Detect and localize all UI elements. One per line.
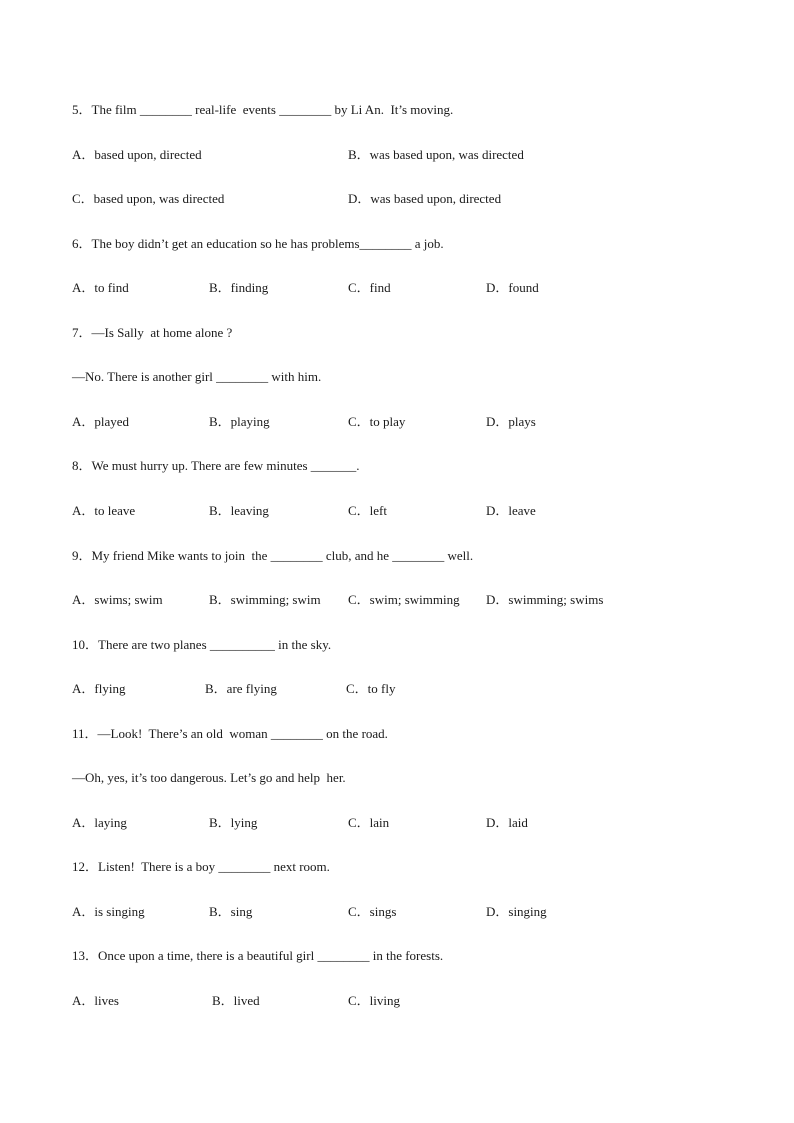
question-11-option-a: A．laying [72,815,127,830]
question-9-stem: 9．My friend Mike wants to join the ________ club, and he ________ well. [72,548,474,563]
question-8-option-d: D．leave [486,503,536,518]
question-13-option-c: C．living [348,993,401,1008]
question-8-option-c: C．left [348,503,387,518]
question-7-option-d: D．plays [486,414,536,429]
question-13-stem: 13．Once upon a time, there is a beautiful girl ________ in the forests. [72,948,444,963]
question-13-option-b: B．lived [212,993,260,1008]
question-12-option-a: A．is singing [72,904,145,919]
question-12-stem: 12．Listen! There is a boy ________ next room. [72,859,330,874]
question-6-stem: 6．The boy didn’t get an education so he has problems________ a job. [72,236,444,251]
question-7-option-a: A．played [72,414,130,429]
question-10-option-c: C．to fly [346,681,396,696]
question-9-option-a: A．swims; swim [72,592,163,607]
question-5-option-d: D．was based upon, directed [348,191,502,206]
question-11-stem-reply: —Oh, yes, it’s too dangerous. Let’s go and help her. [72,770,346,785]
question-5-option-a: A．based upon, directed [72,147,202,162]
question-7-stem-reply: —No. There is another girl ________ with him. [72,369,322,384]
question-9-option-c: C．swim; swimming [348,592,460,607]
question-10-option-b: B．are flying [205,681,277,696]
question-10-stem: 10．There are two planes __________ in the sky. [72,637,332,652]
question-11-stem: 11．—Look! There’s an old woman ________ on the road. [72,726,388,741]
question-6-option-c: C．find [348,280,391,295]
question-12-option-c: C．sings [348,904,397,919]
question-8-stem: 8．We must hurry up. There are few minutes _______. [72,458,360,473]
question-11-option-c: C．lain [348,815,390,830]
question-6-option-d: D．found [486,280,539,295]
question-5-option-c: C．based upon, was directed [72,191,225,206]
question-10-option-a: A．flying [72,681,126,696]
question-11-option-d: D．laid [486,815,528,830]
question-8-option-a: A．to leave [72,503,136,518]
question-11-option-b: B．lying [209,815,258,830]
question-9-option-d: D．swimming; swims [486,592,604,607]
question-12-option-b: B．sing [209,904,253,919]
question-7-option-c: C．to play [348,414,406,429]
question-5-stem: 5．The film ________ real-life events ________ by Li An. It’s moving. [72,102,454,117]
question-13-option-a: A．lives [72,993,119,1008]
question-8-option-b: B．leaving [209,503,269,518]
question-6-option-a: A．to find [72,280,129,295]
question-6-option-b: B．finding [209,280,269,295]
question-7-option-b: B．playing [209,414,270,429]
question-12-option-d: D．singing [486,904,547,919]
question-9-option-b: B．swimming; swim [209,592,321,607]
question-7-stem: 7．—Is Sally at home alone ? [72,325,233,340]
question-5-option-b: B．was based upon, was directed [348,147,524,162]
